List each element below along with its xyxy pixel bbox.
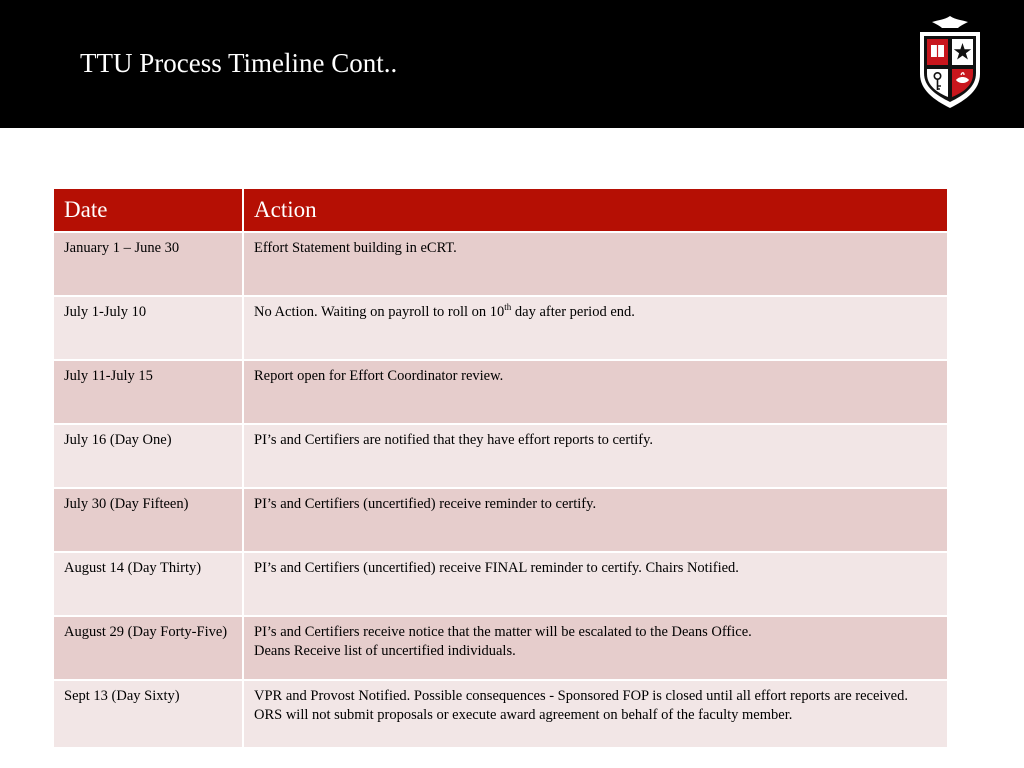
column-header-action: Action: [243, 188, 948, 232]
table-row: [53, 232, 948, 296]
date-cell: August 29 (Day Forty-Five): [53, 616, 243, 680]
table-row: [53, 424, 948, 488]
table-row: [53, 552, 948, 616]
ordinal-suffix: th: [504, 302, 512, 313]
action-line: Deans Receive list of uncertified individuals.: [254, 643, 516, 659]
table-row: [53, 360, 948, 424]
table-row: [53, 616, 948, 680]
action-cell: VPR and Provost Notified. Possible consequences - Sponsored FOP is closed until all effort reports are received. ORS will not submit proposals or execute award agreement on behalf of the faculty member.: [243, 680, 948, 748]
action-line: PI’s and Certifiers receive notice that the matter will be escalated to the Deans Office.: [254, 624, 752, 640]
date-cell: August 14 (Day Thirty): [53, 552, 243, 616]
table-header-row: [53, 188, 948, 232]
date-cell: July 11-July 15: [53, 360, 243, 424]
action-cell: PI’s and Certifiers (uncertified) receive reminder to certify.: [243, 488, 948, 552]
date-cell: January 1 – June 30: [53, 232, 243, 296]
timeline-table: [52, 187, 949, 749]
action-text-continued: day after period end.: [511, 304, 635, 320]
column-header-date: Date: [53, 188, 243, 232]
date-cell: July 1-July 10: [53, 296, 243, 360]
date-cell: July 30 (Day Fifteen): [53, 488, 243, 552]
action-cell: PI’s and Certifiers are notified that they have effort reports to certify.: [243, 424, 948, 488]
date-cell: Sept 13 (Day Sixty): [53, 680, 243, 748]
action-cell: PI’s and Certifiers (uncertified) receive FINAL reminder to certify. Chairs Notified.: [243, 552, 948, 616]
table-row: [53, 488, 948, 552]
table-row: [53, 680, 948, 748]
action-cell: [243, 616, 948, 680]
slide-title: TTU Process Timeline Cont..: [80, 48, 398, 78]
action-text: No Action. Waiting on payroll to roll on 10: [254, 304, 505, 320]
action-cell: [243, 296, 948, 360]
date-cell: July 16 (Day One): [53, 424, 243, 488]
texas-tech-shield-icon: [914, 14, 986, 110]
action-cell: Effort Statement building in eCRT.: [243, 232, 948, 296]
action-cell: Report open for Effort Coordinator review.: [243, 360, 948, 424]
table-row: [53, 296, 948, 360]
